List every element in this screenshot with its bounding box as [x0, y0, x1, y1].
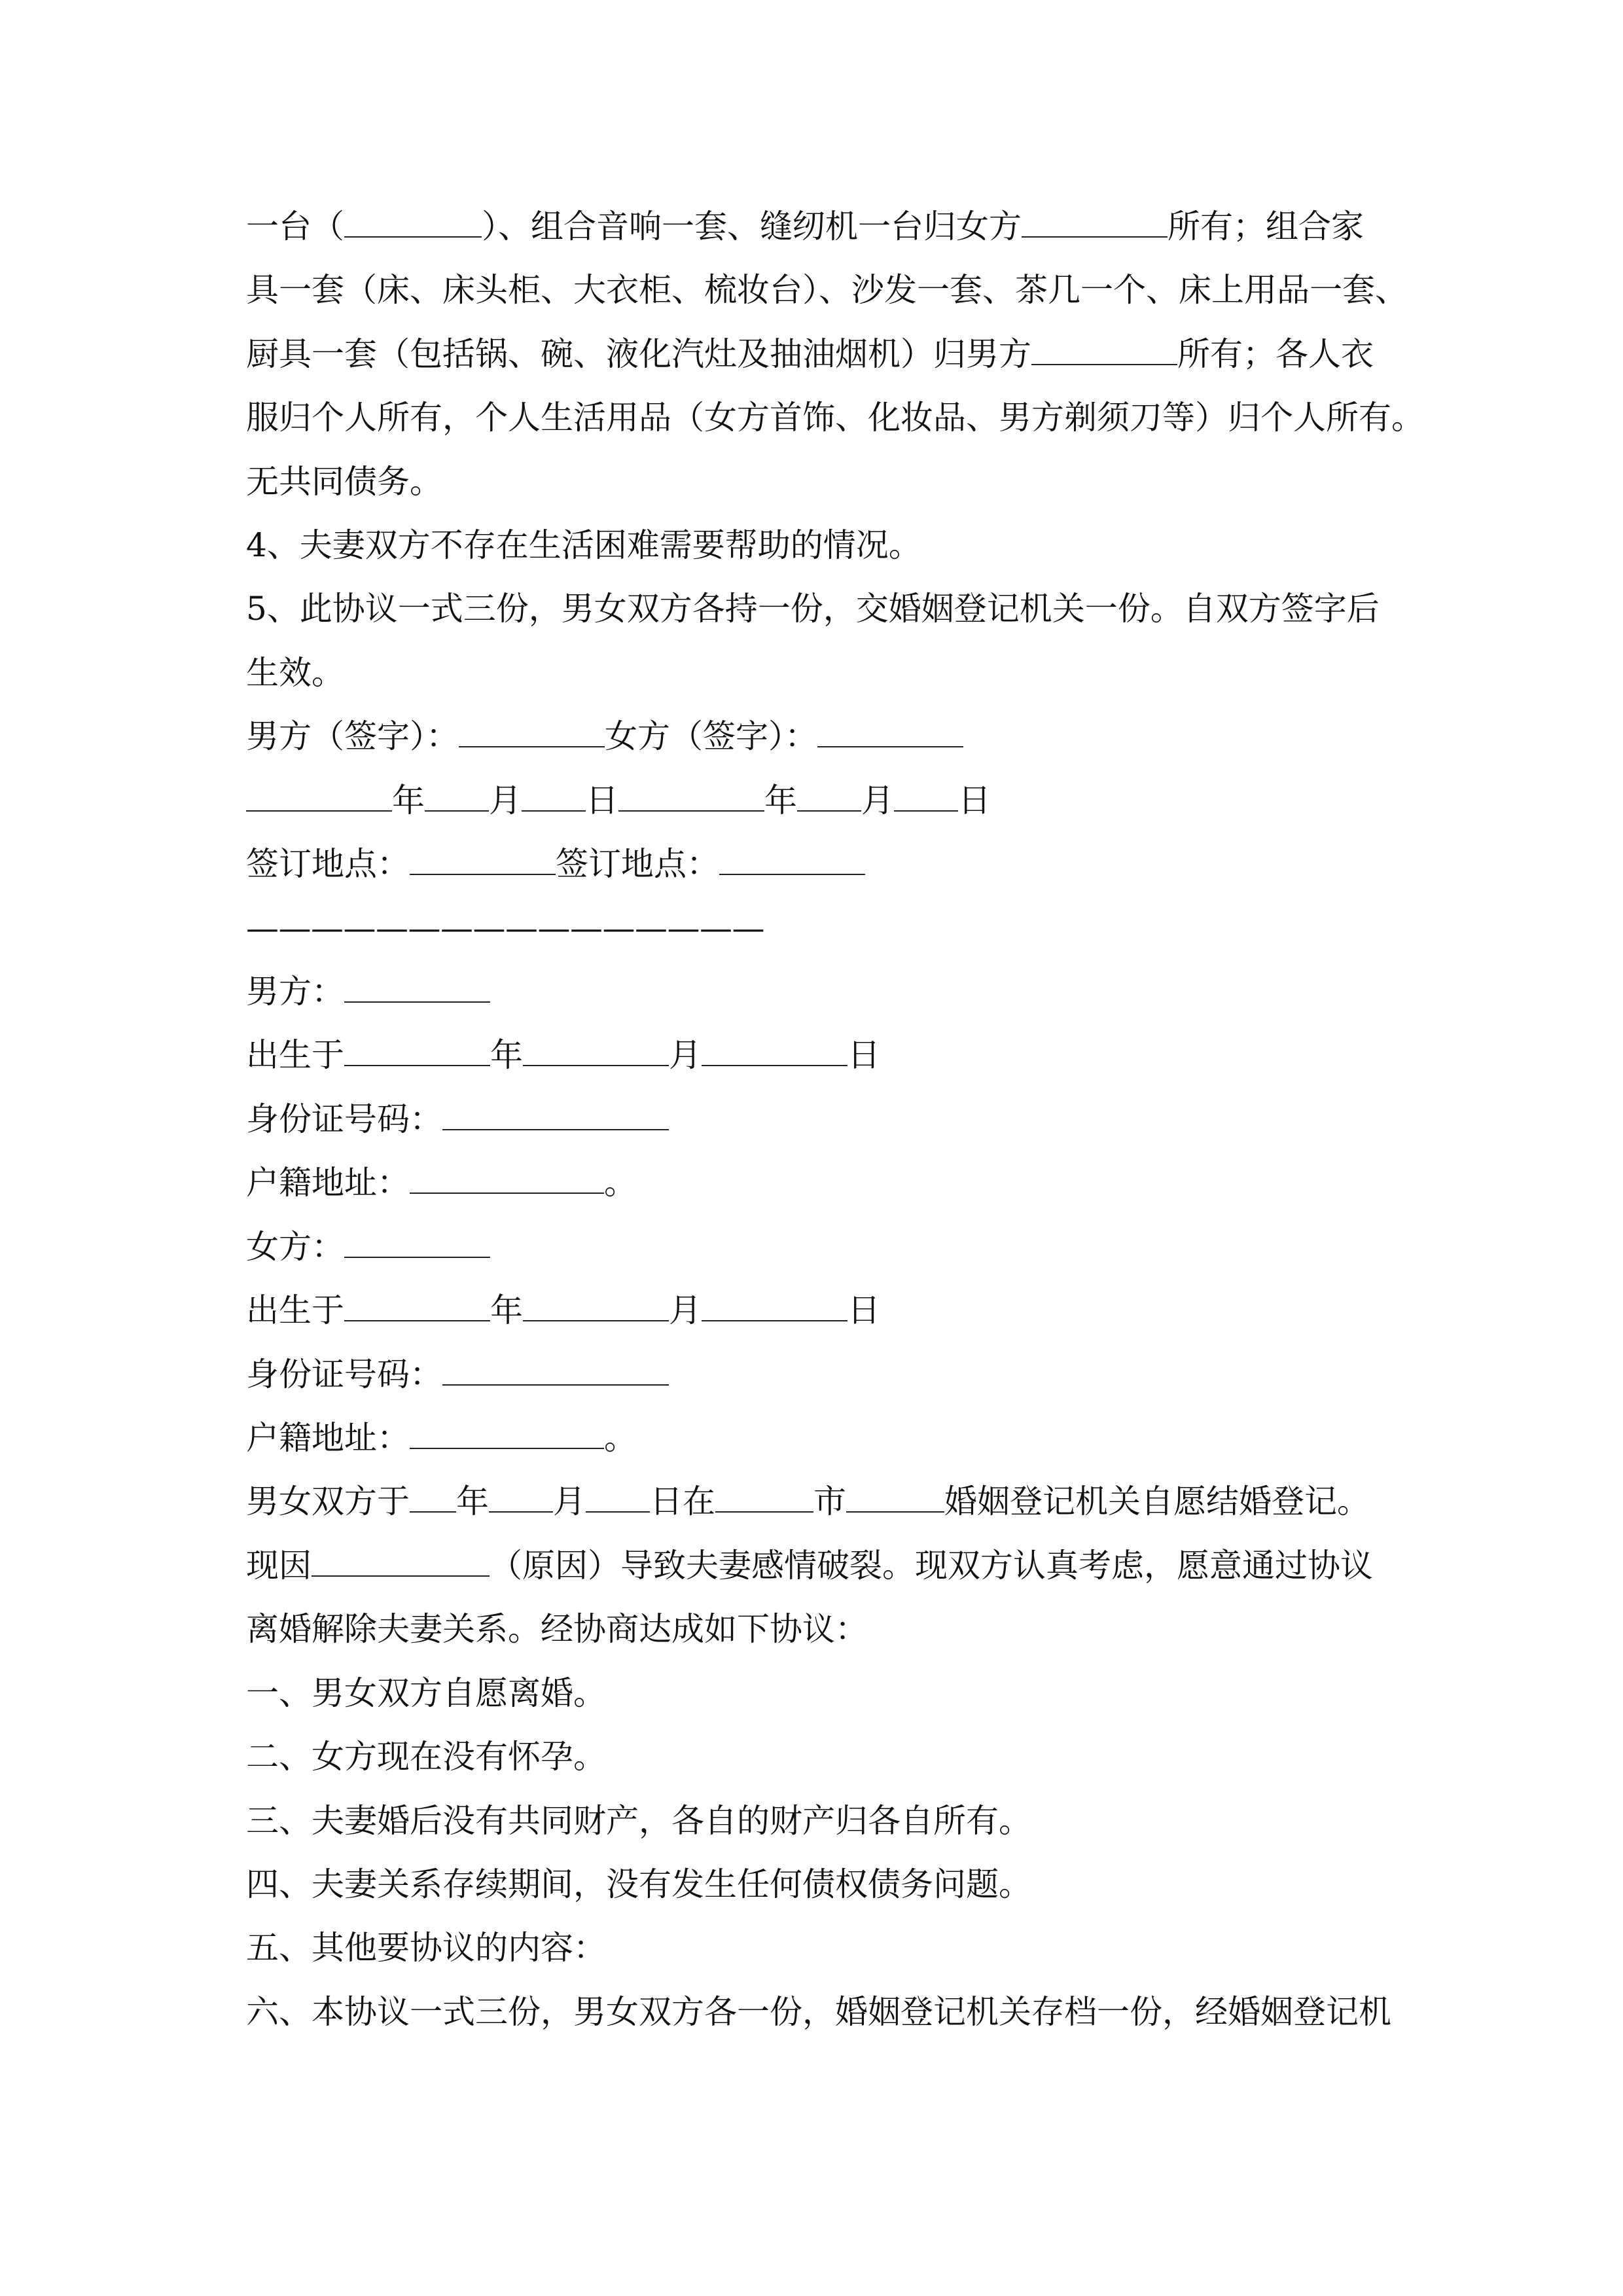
- text-line: [246, 1916, 606, 1980]
- text: 签订地点：: [556, 845, 719, 883]
- text: 出生于: [246, 1291, 344, 1329]
- address-field[interactable]: [410, 1166, 604, 1194]
- date-line: [246, 769, 991, 833]
- female-signature-field[interactable]: [817, 720, 963, 747]
- reason-field[interactable]: [312, 1549, 490, 1577]
- text-line: [246, 1470, 1370, 1534]
- text: 月: [669, 1291, 702, 1329]
- year-field[interactable]: [246, 784, 392, 812]
- text: 年: [456, 1482, 489, 1520]
- text: 日: [847, 1036, 880, 1074]
- text: 女方（签字）：: [605, 717, 817, 755]
- text-line: [246, 1024, 880, 1087]
- blank-field[interactable]: [344, 210, 482, 238]
- text-line: [246, 1151, 637, 1215]
- text: 日: [958, 781, 991, 819]
- text: 二、女方现在没有怀孕。: [246, 1738, 606, 1776]
- text: 日在: [650, 1482, 715, 1520]
- text-line: [246, 1088, 669, 1151]
- text-line: [246, 1662, 606, 1725]
- month-field[interactable]: [523, 1294, 669, 1321]
- text: 所有；各人衣: [1177, 335, 1374, 373]
- day-field[interactable]: [702, 1039, 847, 1066]
- text: 五、其他要协议的内容：: [246, 1929, 606, 1967]
- text: ————————————————: [246, 909, 764, 947]
- text: 现因: [246, 1547, 312, 1585]
- text: 月: [669, 1036, 702, 1074]
- day-field[interactable]: [586, 1485, 650, 1513]
- text: （原因）导致夫妻感情破裂。现双方认真考虑，愿意通过协议: [490, 1547, 1373, 1585]
- text-line: [246, 1598, 868, 1661]
- text: ）、组合音响一套、缝纫机一台归女方: [482, 207, 1022, 245]
- text-line: [246, 641, 344, 705]
- text: 具一套（床、床头柜、大衣柜、梳妆台）、沙发一套、茶几一个、床上用品一套、: [246, 271, 1408, 309]
- text-line: [246, 1789, 1031, 1853]
- place-field[interactable]: [719, 848, 865, 875]
- text: 户籍地址：: [246, 1164, 410, 1202]
- day-field[interactable]: [522, 784, 586, 812]
- text: 女方：: [246, 1228, 344, 1266]
- text: 4、夫妻双方不存在生活困难需要帮助的情况。: [246, 526, 921, 564]
- text: 。: [604, 1419, 637, 1457]
- text: 生效。: [246, 654, 344, 692]
- text: 三、夫妻婚后没有共同财产，各自的财产归各自所有。: [246, 1802, 1031, 1840]
- text: 月: [553, 1482, 586, 1520]
- text-line: [246, 386, 1424, 450]
- registry-field[interactable]: [846, 1485, 944, 1513]
- id-number-field[interactable]: [442, 1103, 669, 1130]
- year-field[interactable]: [410, 1485, 456, 1513]
- text-line: [246, 1853, 1031, 1916]
- text-line: [246, 1279, 880, 1342]
- text: 男女双方于: [246, 1482, 410, 1520]
- text-line: [246, 1215, 490, 1279]
- text-line: [246, 1981, 1391, 2044]
- text: 所有；组合家: [1168, 207, 1364, 245]
- city-field[interactable]: [715, 1485, 813, 1513]
- text-line: [246, 195, 1364, 259]
- month-field[interactable]: [425, 784, 489, 812]
- text-line: [246, 1725, 606, 1789]
- text: 婚姻登记机关自愿结婚登记。: [944, 1482, 1370, 1520]
- text: 日: [847, 1291, 880, 1329]
- blank-field[interactable]: [1031, 338, 1177, 365]
- text-line: [246, 960, 490, 1024]
- text-line: [246, 259, 1408, 322]
- text: 四、夫妻关系存续期间，没有发生任何债权债务问题。: [246, 1865, 1031, 1903]
- text: 年: [392, 781, 425, 819]
- female-name-field[interactable]: [344, 1230, 490, 1258]
- text: 男方：: [246, 973, 344, 1011]
- text-line: [246, 514, 921, 577]
- separator-line: [246, 897, 764, 960]
- year-field[interactable]: [618, 784, 764, 812]
- month-field[interactable]: [523, 1039, 669, 1066]
- text: 5、此协议一式三份，男女双方各持一份，交婚姻登记机关一份。自双方签字后: [246, 590, 1380, 628]
- text: 户籍地址：: [246, 1419, 410, 1457]
- id-number-field[interactable]: [442, 1358, 669, 1386]
- place-field[interactable]: [410, 848, 556, 875]
- month-field[interactable]: [797, 784, 861, 812]
- text: 离婚解除夫妻关系。经协商达成如下协议：: [246, 1610, 868, 1648]
- text: 市: [813, 1482, 846, 1520]
- text-line: [246, 577, 1380, 641]
- text-line: [246, 450, 442, 514]
- text: 年: [490, 1036, 523, 1074]
- text-line: [246, 1343, 669, 1407]
- text: 。: [604, 1164, 637, 1202]
- signature-line: [246, 705, 963, 768]
- place-line: [246, 833, 865, 896]
- text: 六、本协议一式三份，男女双方各一份，婚姻登记机关存档一份，经婚姻登记机: [246, 1993, 1391, 2031]
- text: 男方（签字）：: [246, 717, 459, 755]
- male-signature-field[interactable]: [459, 720, 605, 747]
- address-field[interactable]: [410, 1422, 604, 1449]
- text: 一、男女双方自愿离婚。: [246, 1674, 606, 1712]
- male-name-field[interactable]: [344, 975, 490, 1003]
- day-field[interactable]: [894, 784, 958, 812]
- text: 身份证号码：: [246, 1100, 442, 1138]
- year-field[interactable]: [344, 1039, 490, 1066]
- text-line: [246, 1407, 637, 1470]
- text: 无共同债务。: [246, 463, 442, 501]
- day-field[interactable]: [702, 1294, 847, 1321]
- text: 年: [490, 1291, 523, 1329]
- text: 月: [861, 781, 894, 819]
- text: 厨具一套（包括锅、碗、液化汽灶及抽油烟机）归男方: [246, 335, 1031, 373]
- text: 服归个人所有，个人生活用品（女方首饰、化妆品、男方剃须刀等）归个人所有。: [246, 399, 1424, 437]
- text: 身份证号码：: [246, 1355, 442, 1393]
- text: 出生于: [246, 1036, 344, 1074]
- text: 一台（: [246, 207, 344, 245]
- year-field[interactable]: [344, 1294, 490, 1321]
- text: 签订地点：: [246, 845, 410, 883]
- blank-field[interactable]: [1022, 210, 1168, 238]
- text: 日: [586, 781, 618, 819]
- text-line: [246, 323, 1374, 386]
- text: 年: [764, 781, 797, 819]
- text: 月: [489, 781, 522, 819]
- text-line: [246, 1534, 1373, 1598]
- month-field[interactable]: [489, 1485, 553, 1513]
